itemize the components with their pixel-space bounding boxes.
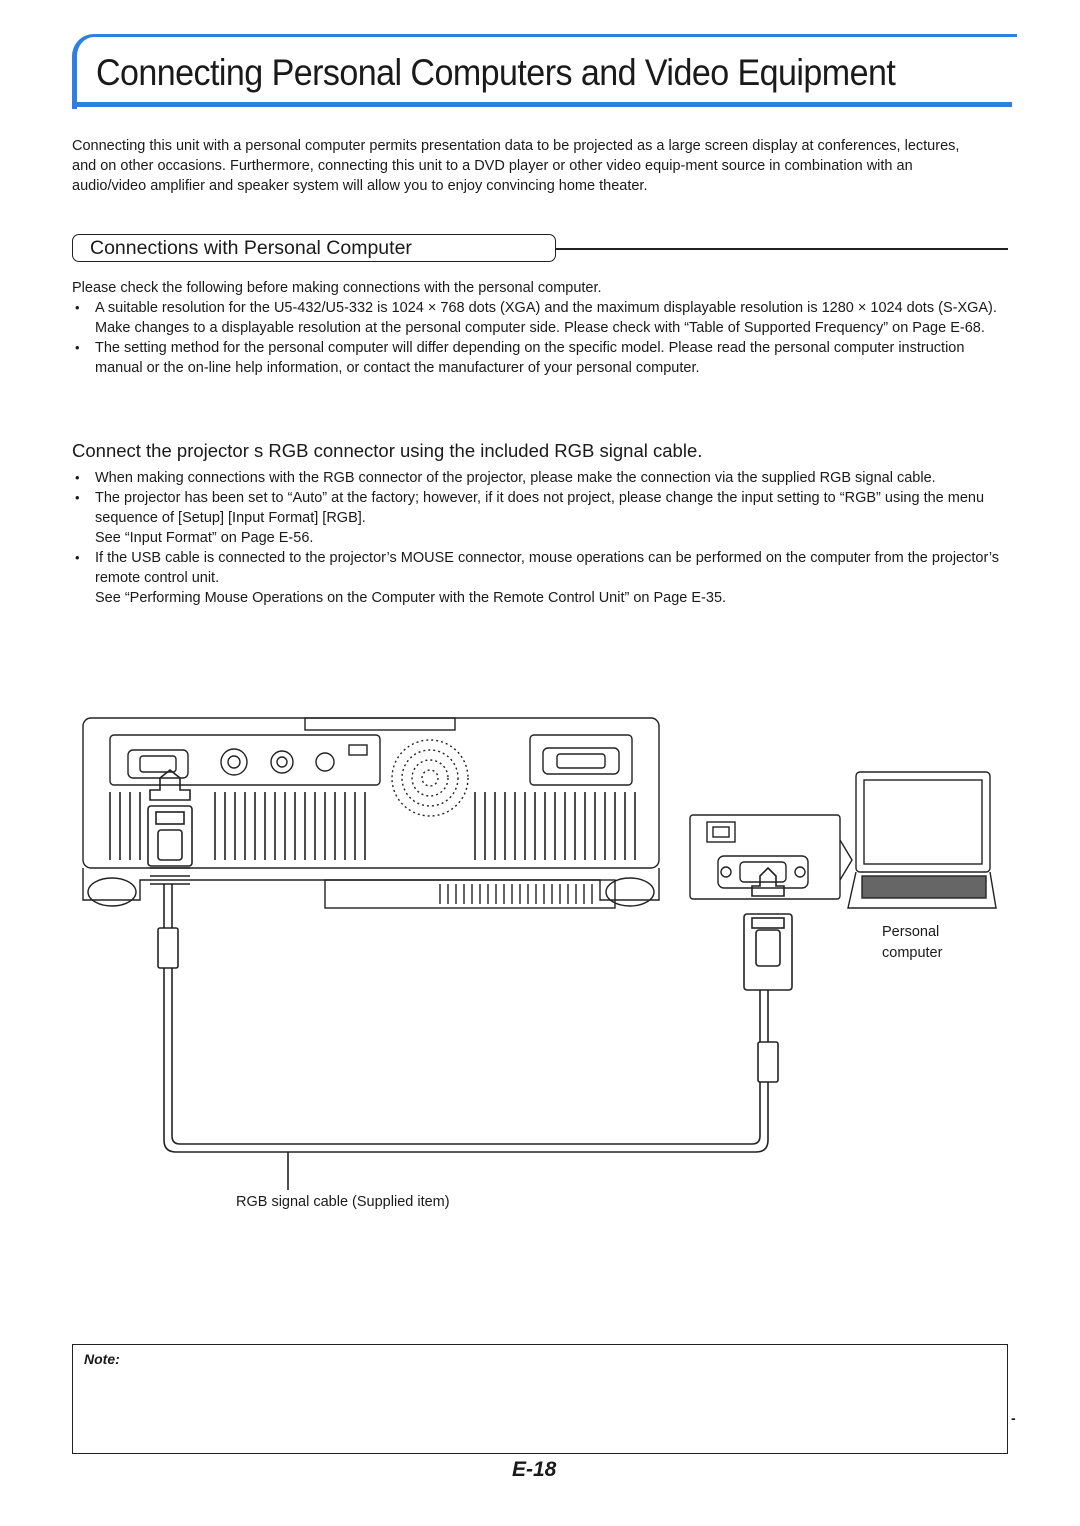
projector-base — [83, 868, 659, 908]
step-item-note: See “Performing Mouse Operations on the Computer with the Remote Control Unit” on Page E-35. — [95, 590, 727, 606]
step-item — [72, 548, 1012, 608]
intro-paragraph: Connecting this unit with a personal computer permits presentation data to be projected as a large screen display at conferences, lectures, and on other occasions. Furthermore, connecting this unit to a DVD player or other video equip-ment source in combination with an audio/video amplifier and speaker system will allow you to enjoy convincing home theater. — [72, 138, 960, 194]
note-box — [72, 1344, 1008, 1454]
step-block — [72, 468, 1012, 608]
step-list — [72, 468, 1012, 608]
laptop-icon — [848, 772, 996, 908]
pc-label — [882, 922, 942, 964]
check-item-text: The setting method for the personal computer will differ depending on the specific model. Please read the personal computer instruction manual or the on-line help information, or contact the manufacturer of your personal computer. — [95, 340, 965, 376]
cable-label: RGB signal cable (Supplied item) — [236, 1194, 450, 1210]
pc-port-inset — [690, 815, 852, 899]
usb-port — [349, 745, 367, 755]
check-item-note: Make changes to a displayable resolution at the personal computer side. Please check with “Table of Supported Frequency” on Page E-68. — [95, 320, 985, 336]
audio-port — [316, 753, 334, 771]
step-item-text: The projector has been set to “Auto” at the factory; however, if it does not project, please change the input setting to “RGB” using the menu sequence of [Setup] [Input Format] [RGB]. — [95, 490, 985, 526]
control-port — [543, 748, 619, 774]
projector-rgb-port — [128, 750, 188, 778]
check-item-text: A suitable resolution for the U5-432/U5-332 is 1024 × 768 dots (XGA) and the maximum displayable resolution is 1280 × 1024 dots (S-XGA). — [95, 300, 997, 316]
projector-side-plug — [148, 770, 192, 884]
page-title: Connecting Personal Computers and Video Equipment — [96, 52, 896, 93]
title-underline — [72, 102, 1012, 107]
projector-base-vents — [440, 884, 592, 904]
step-item — [72, 488, 1012, 548]
section-title: Connections with Personal Computer — [90, 237, 412, 259]
check-item — [72, 338, 1012, 378]
note-label: Note: — [84, 1351, 120, 1367]
page-number: E-18 — [512, 1458, 557, 1481]
step-item-text: If the USB cable is connected to the projector’s MOUSE connector, mouse operations can be performed on the computer from the projector’s remote control unit. — [95, 550, 1000, 586]
pc-cable-plug — [744, 868, 792, 990]
step-item-note: See “Input Format” on Page E-56. — [95, 530, 314, 546]
video-port — [271, 751, 293, 773]
check-block — [72, 278, 1012, 378]
step-heading: Connect the projector s RGB connector using the included RGB signal cable. — [72, 440, 703, 461]
rgb-cable — [158, 884, 778, 1190]
speaker-grille — [392, 740, 468, 816]
pc-label-line1: Personal — [882, 924, 940, 940]
check-list — [72, 298, 1012, 378]
step-item — [72, 468, 1012, 488]
pc-label-line2: computer — [882, 945, 943, 961]
note-dash: - — [1011, 1410, 1016, 1426]
s-video-port — [221, 749, 247, 775]
check-item — [72, 298, 1012, 338]
section-rule — [556, 248, 1008, 250]
check-intro: Please check the following before making connections with the personal computer. — [72, 280, 602, 296]
step-item-text: When making connections with the RGB connector of the projector, please make the connection via the supplied RGB signal cable. — [95, 470, 936, 486]
